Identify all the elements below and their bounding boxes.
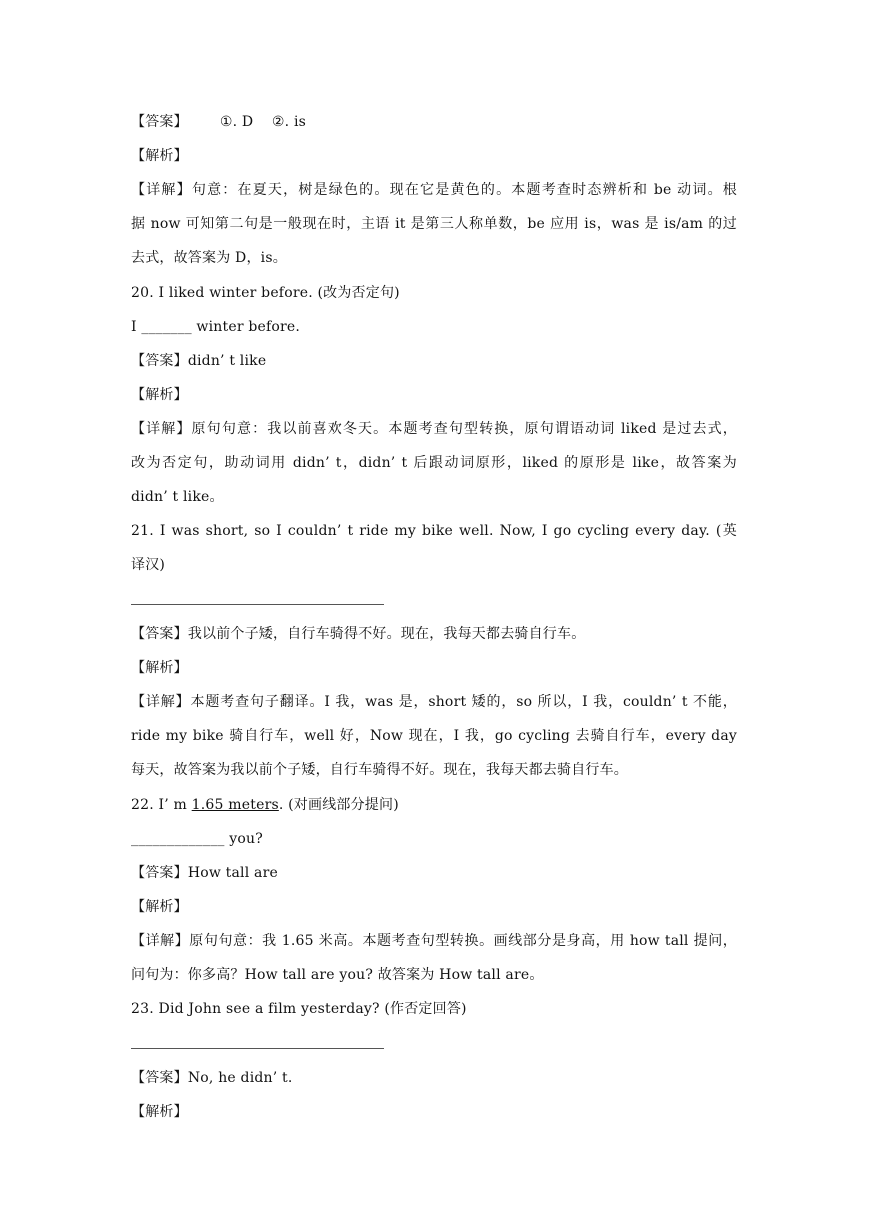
q21-detail-line-1 (131, 692, 737, 712)
answer-text: 我以前个子矮，自行车骑得不好。现在，我每天都去骑自行车。 (187, 626, 586, 642)
q23-analysis-label: 【解析】 (131, 1104, 188, 1120)
q23-answer-line (131, 1068, 737, 1088)
q21-answer-line (131, 624, 737, 644)
q21-prompt-line-1: 21. I was short, so I couldn’ t ride my bike well. Now, I go cycling every day. (英 (131, 523, 737, 539)
answer-label: 【答案】 (131, 626, 188, 642)
q22-blank-line: _____________ you? (131, 831, 263, 847)
q21-answer-rule (131, 604, 384, 605)
answer-text: ①. D ②. is (219, 114, 307, 130)
answer-text: didn’ t like (187, 353, 267, 369)
detail-label: 【详解】 (131, 694, 191, 710)
q21-analysis-label: 【解析】 (131, 660, 188, 676)
q19-detail-line-2: 据 now 可知第二句是一般现在时，主语 it 是第三人称单数，be 应用 is，was 是 is/am 的过 (131, 216, 737, 232)
detail-label: 【详解】 (131, 933, 190, 949)
detail-text: 句意：在夏天，树是绿色的。现在它是黄色的。本题考查时态辨析和 be 动词。根 (191, 182, 737, 198)
q21-detail-line-3: 每天，故答案为我以前个子矮，自行车骑得不好。现在，我每天都去骑自行车。 (131, 762, 628, 778)
detail-text: 原句句意：我 1.65 米高。本题考查句型转换。画线部分是身高，用 how tall 提问， (189, 933, 737, 949)
q19-analysis-label: 【解析】 (131, 148, 188, 164)
q20-detail-line-3: didn’ t like。 (131, 489, 224, 505)
answer-text: No, he didn’ t. (187, 1070, 293, 1086)
answer-label: 【答案】 (131, 353, 188, 369)
q22-detail-line-1 (131, 931, 737, 951)
q19-detail-line-3: 去式，故答案为 D，is。 (131, 250, 287, 266)
q20-answer-line (131, 351, 737, 371)
detail-text: 原句句意：我以前喜欢冬天。本题考查句型转换，原句谓语动词 liked 是过去式， (191, 421, 737, 437)
q20-prompt: 20. I liked winter before. (改为否定句) (131, 285, 400, 301)
detail-label: 【详解】 (131, 182, 192, 198)
prompt-suffix: . (对画线部分提问) (278, 797, 399, 813)
q19-answer-line (131, 112, 737, 132)
detail-label: 【详解】 (131, 421, 192, 437)
detail-text: 本题考查句子翻译。I 我，was 是，short 矮的，so 所以，I 我，couldn’ t 不能， (190, 694, 737, 710)
answer-label: 【答案】 (131, 1070, 188, 1086)
q20-analysis-label: 【解析】 (131, 387, 188, 403)
prompt-prefix: 22. I’ m (131, 797, 192, 813)
q22-prompt (131, 795, 737, 815)
q22-analysis-label: 【解析】 (131, 899, 188, 915)
q20-blank-line: I _______ winter before. (131, 319, 301, 335)
q20-detail-line-2: 改为否定句，助动词用 didn’ t，didn’ t 后跟动词原形，liked 的原形是 like，故答案为 (131, 455, 737, 471)
answer-label: 【答案】 (131, 865, 188, 881)
q22-detail-line-2: 问句为：你多高？How tall are you? 故答案为 How tall are。 (131, 967, 544, 983)
q22-answer-line (131, 863, 737, 883)
answer-text: How tall are (187, 865, 278, 881)
q23-answer-rule (131, 1048, 384, 1049)
underlined-phrase: 1.65 meters (191, 797, 279, 813)
q19-detail-line-1 (131, 180, 737, 200)
q21-detail-line-2: ride my bike 骑自行车，well 好，Now 现在，I 我，go cycling 去骑自行车，every day (131, 728, 737, 744)
q20-detail-line-1 (131, 419, 737, 439)
q23-prompt: 23. Did John see a film yesterday? (作否定回答) (131, 1001, 467, 1017)
q21-prompt-line-2: 译汉) (131, 557, 166, 573)
answer-label: 【答案】 (131, 114, 188, 130)
